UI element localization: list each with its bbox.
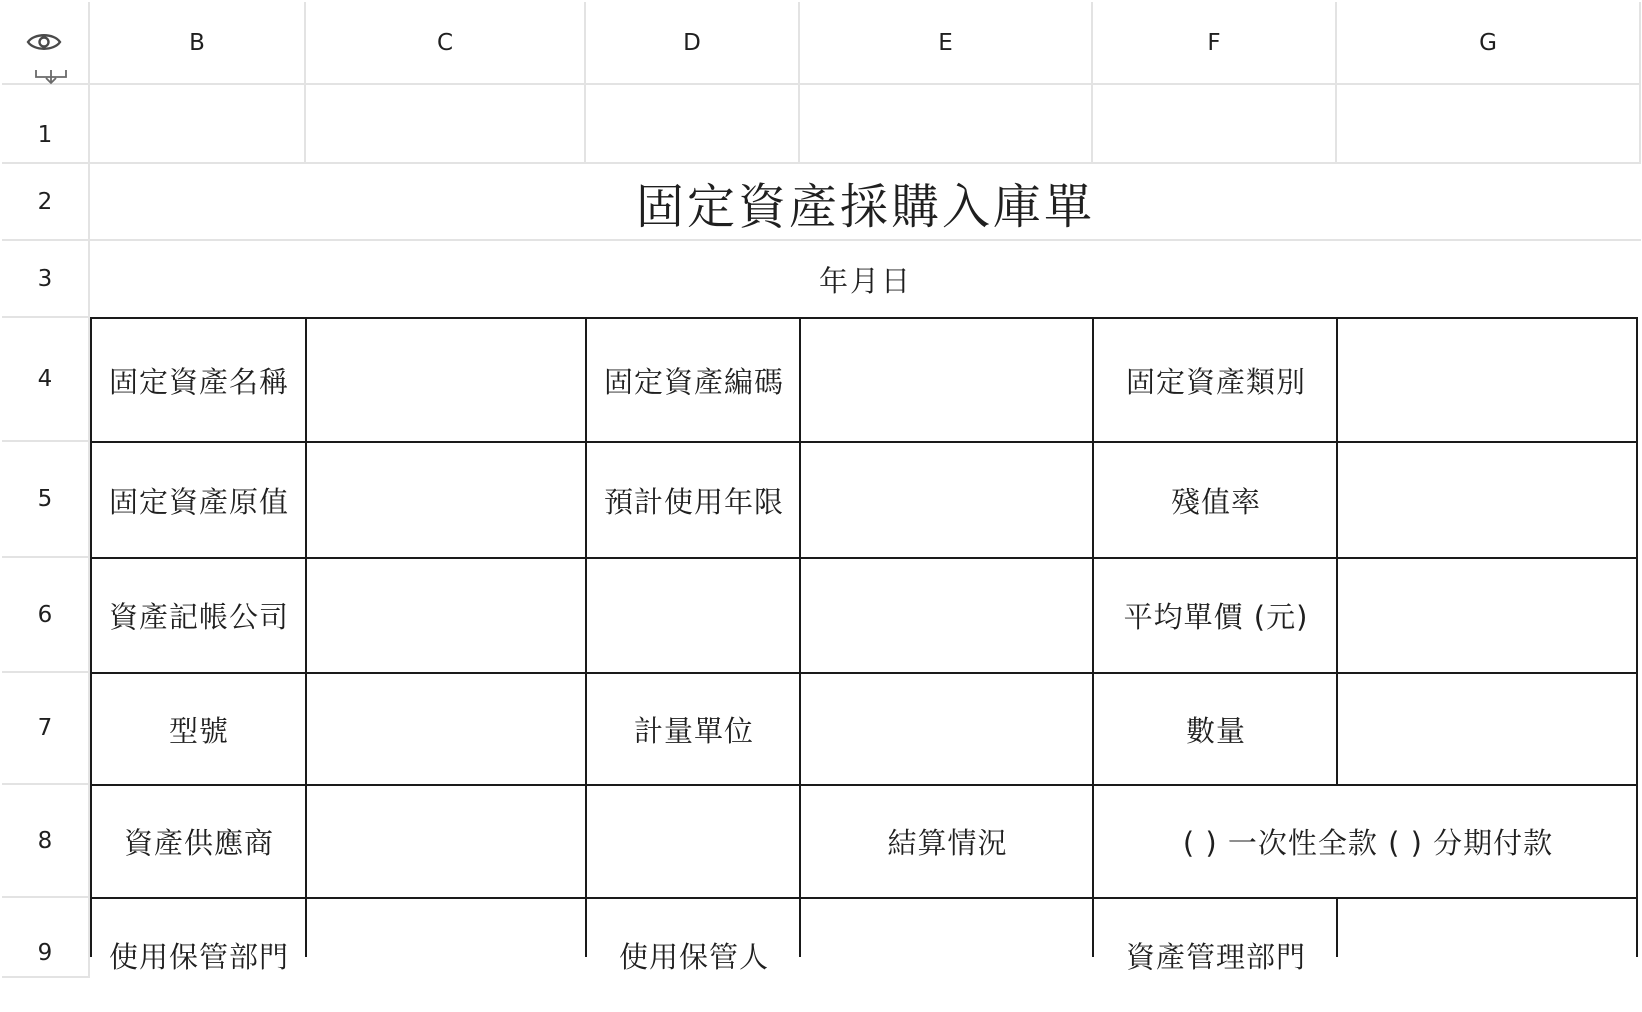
label-original-value[interactable]: 固定資產原值 <box>108 484 289 519</box>
form-title[interactable]: 固定資產採購入庫單 <box>635 179 1095 235</box>
row-header-6[interactable]: 6 <box>2 558 90 673</box>
cell-b1[interactable] <box>90 85 306 164</box>
table-border <box>585 317 587 957</box>
table-border <box>1092 317 1094 957</box>
label-booking-company[interactable]: 資產記帳公司 <box>108 600 289 634</box>
table-border <box>90 784 1638 786</box>
cell-d1[interactable] <box>586 85 800 164</box>
table-border <box>305 317 307 957</box>
label-asset-name[interactable]: 固定資產名稱 <box>108 364 289 399</box>
table-border <box>90 557 1638 559</box>
row-header-7[interactable]: 7 <box>2 673 90 785</box>
column-header-c[interactable]: C <box>306 2 586 85</box>
table-border <box>90 672 1638 674</box>
row-header-8[interactable]: 8 <box>2 785 90 898</box>
table-border <box>90 897 1638 899</box>
table-border <box>90 317 1638 319</box>
label-quantity[interactable]: 數量 <box>1185 713 1246 748</box>
table-border <box>1636 317 1638 957</box>
spreadsheet-frame <box>2 2 1636 974</box>
label-asset-category[interactable]: 固定資產類別 <box>1125 364 1306 399</box>
row-header-label: 9 <box>37 940 53 966</box>
label-residual-rate[interactable]: 殘值率 <box>1170 484 1261 519</box>
row-header-3[interactable]: 3 <box>2 241 90 318</box>
cell-f1[interactable] <box>1093 85 1337 164</box>
table-border <box>90 317 92 957</box>
column-header-f[interactable]: F <box>1093 2 1337 85</box>
eye-icon[interactable] <box>26 30 62 54</box>
cell-e1[interactable] <box>800 85 1093 164</box>
label-asset-code[interactable]: 固定資產編碼 <box>603 364 784 399</box>
row-header-2[interactable]: 2 <box>2 164 90 241</box>
label-supplier[interactable]: 資產供應商 <box>123 826 274 860</box>
row-header-label: 1 <box>37 122 53 148</box>
label-asset-management-department[interactable]: 資產管理部門 <box>1125 939 1306 974</box>
label-custodian[interactable]: 使用保管人 <box>618 939 769 974</box>
row-header-1[interactable] <box>2 85 90 164</box>
row-header-4[interactable]: 4 <box>2 318 90 442</box>
table-border <box>90 441 1638 443</box>
row-header-5[interactable]: 5 <box>2 442 90 558</box>
label-average-unit-price[interactable]: 平均單價 (元) <box>1123 600 1309 634</box>
column-header-g[interactable]: G <box>1337 2 1641 85</box>
cell-g1[interactable] <box>1337 85 1641 164</box>
label-unit-of-measure[interactable]: 計量單位 <box>633 713 754 748</box>
column-header-d[interactable]: D <box>586 2 800 85</box>
settlement-options[interactable]: ( ) 一次性全款 ( ) 分期付款 <box>1182 826 1554 860</box>
row-header-9[interactable] <box>2 898 90 978</box>
label-custodian-department[interactable]: 使用保管部門 <box>108 939 289 974</box>
date-line[interactable]: 年月日 <box>818 264 912 298</box>
label-useful-life[interactable]: 預計使用年限 <box>603 484 784 519</box>
cell-c1[interactable] <box>306 85 586 164</box>
table-border <box>1336 897 1338 957</box>
table-border <box>1336 317 1338 785</box>
label-model[interactable]: 型號 <box>168 713 229 748</box>
column-header-e[interactable]: E <box>800 2 1093 85</box>
column-header-b[interactable]: B <box>90 2 306 85</box>
label-settlement[interactable]: 結算情況 <box>887 826 1008 860</box>
table-border <box>799 317 801 957</box>
